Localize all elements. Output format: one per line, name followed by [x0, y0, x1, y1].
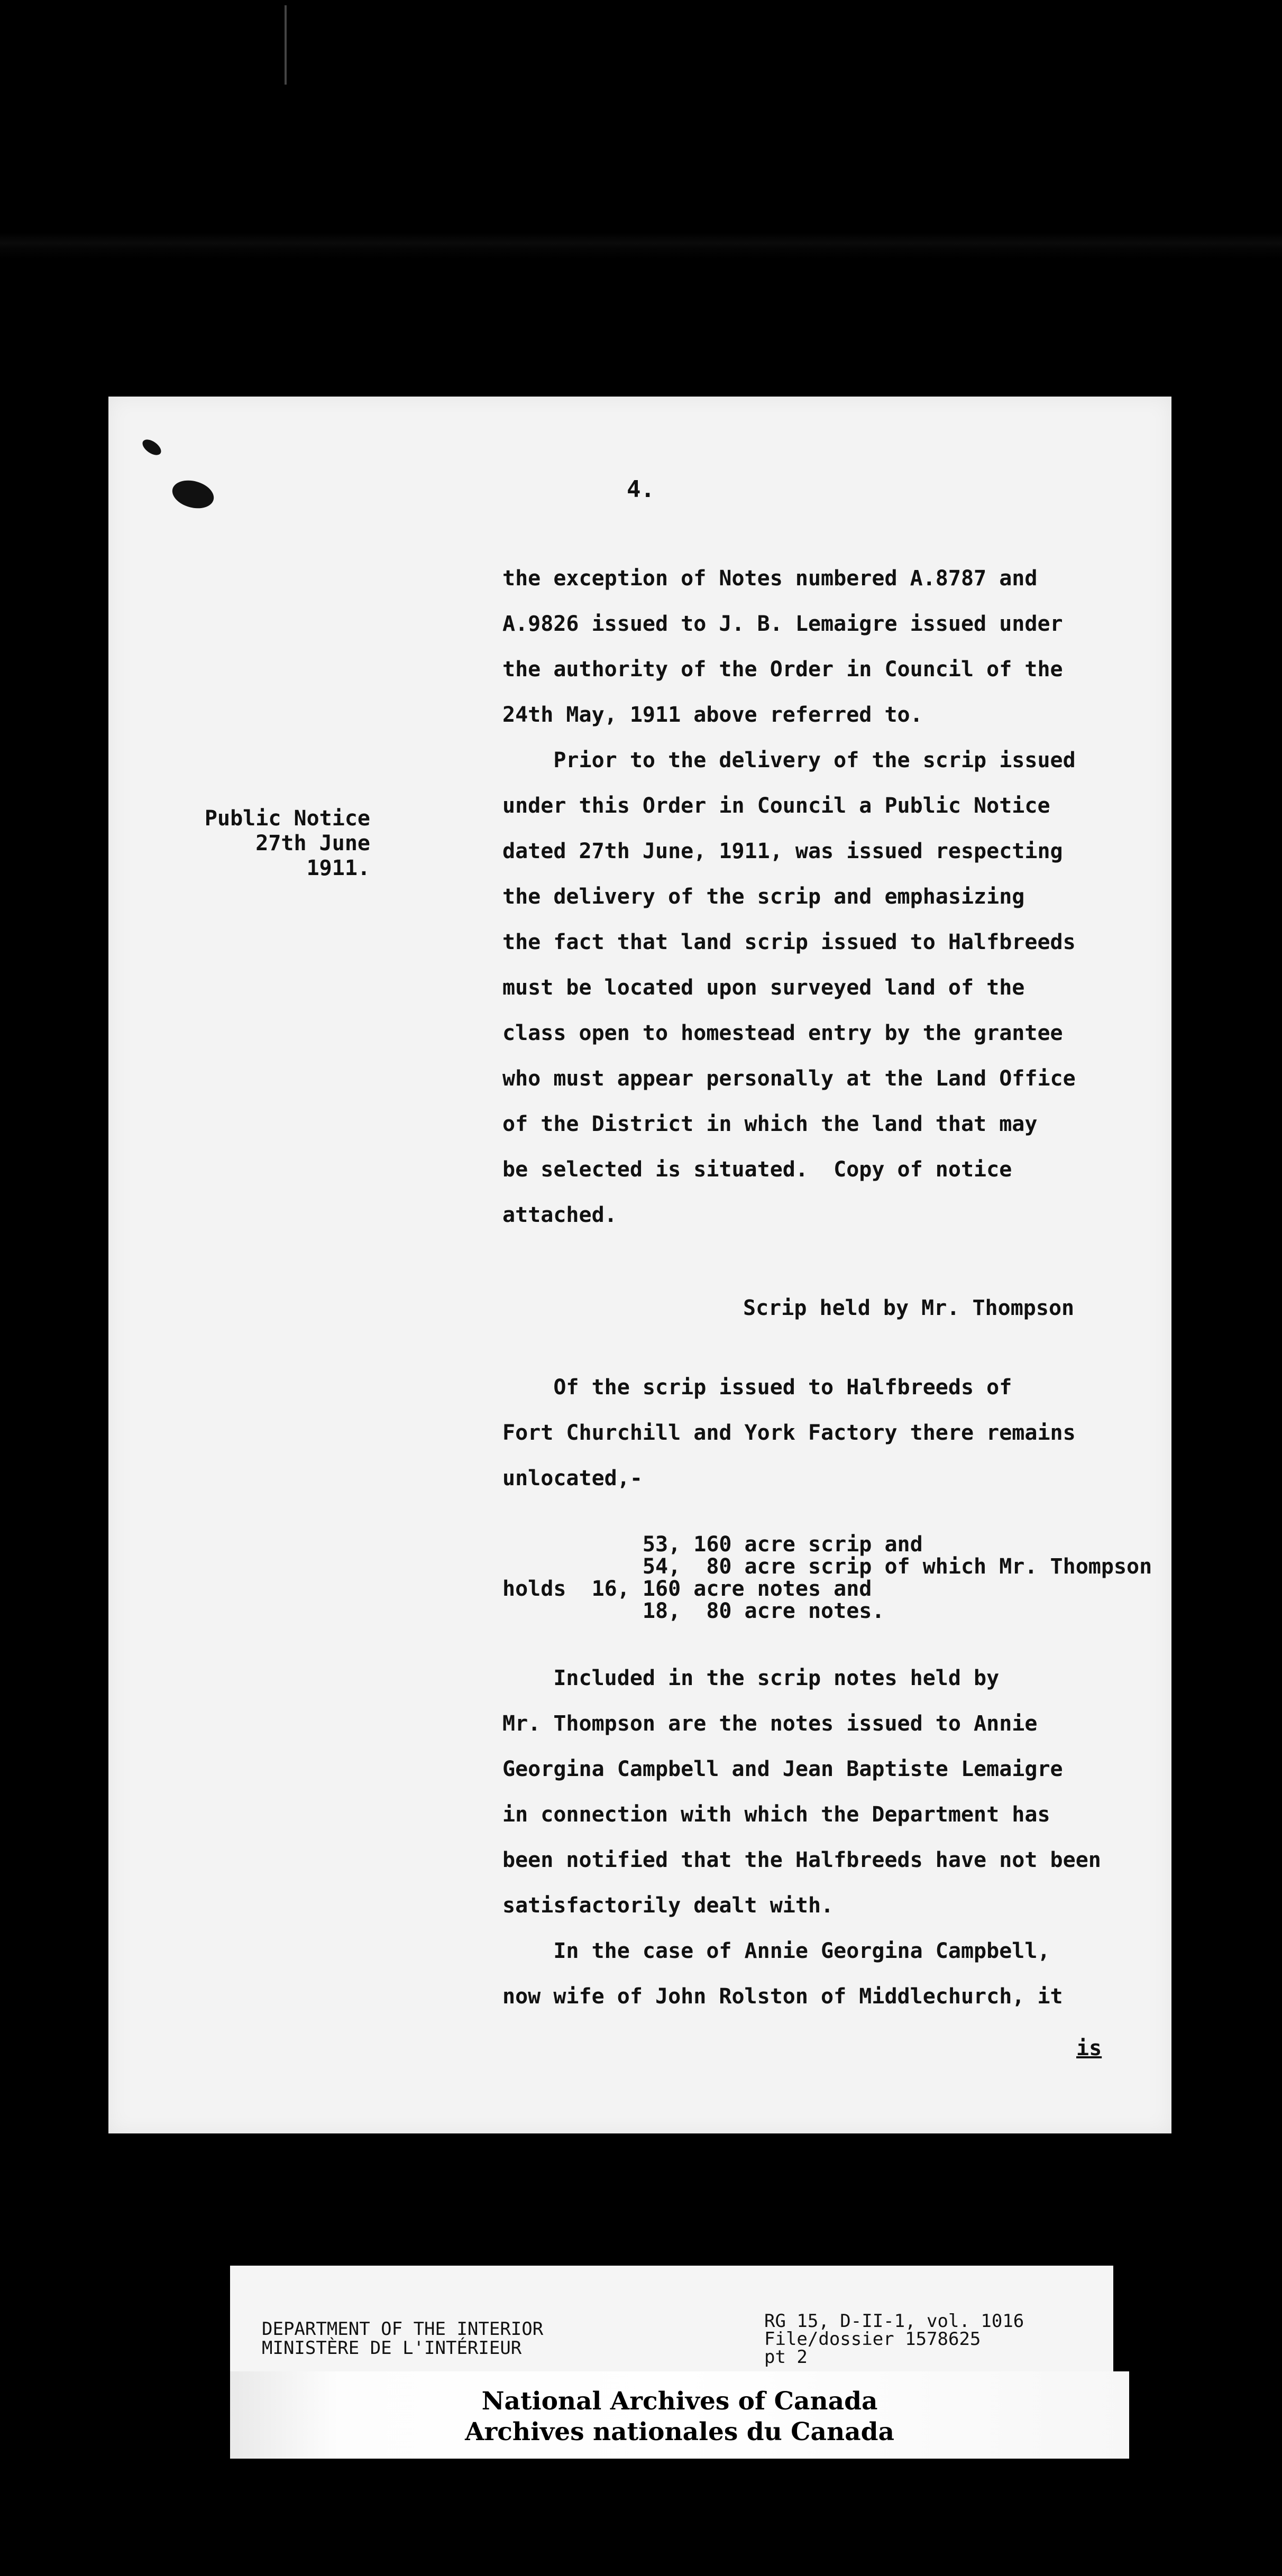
- text-line: satisfactorily dealt with.: [502, 1893, 834, 1918]
- list-item: 18, 80 acre notes.: [502, 1599, 885, 1623]
- text-line: class open to homestead entry by the grantee: [502, 1021, 1063, 1045]
- text-line: Of the scrip issued to Halfbreeds of: [502, 1375, 1012, 1400]
- archive-name-label: [230, 2371, 1129, 2459]
- ink-blot: [140, 437, 163, 458]
- section-heading: Scrip held by Mr. Thompson: [743, 1296, 1075, 1320]
- margin-note: [196, 806, 370, 881]
- text-line: 24th May, 1911 above referred to.: [502, 703, 923, 727]
- department-name: [262, 2320, 543, 2358]
- page-number: 4.: [627, 476, 655, 503]
- text-line: A.9826 issued to J. B. Lemaigre issued under: [502, 612, 1063, 636]
- text-line: the fact that land scrip issued to Halfbreeds: [502, 930, 1076, 954]
- text-line: Included in the scrip notes held by: [502, 1666, 1000, 1690]
- department-french: MINISTÈRE DE L'INTÉRIEUR: [262, 2338, 522, 2359]
- text-line: now wife of John Rolston of Middlechurch, it: [502, 1984, 1063, 2009]
- text-line: in connection with which the Department has: [502, 1802, 1050, 1827]
- list-item: 53, 160 acre scrip and: [502, 1532, 923, 1557]
- text-line: In the case of Annie Georgina Campbell,: [502, 1939, 1050, 1963]
- scrip-list: [502, 1533, 1152, 1622]
- text-line: Prior to the delivery of the scrip issued: [502, 748, 1076, 772]
- archive-reference-label: [230, 2266, 1113, 2371]
- document-page: [108, 397, 1171, 2133]
- list-item: 54, 80 acre scrip of which Mr. Thompson: [502, 1554, 1152, 1579]
- record-group: RG 15, D-II-1, vol. 1016: [764, 2311, 1024, 2332]
- text-line: of the District in which the land that may: [502, 1112, 1038, 1136]
- text-line: dated 27th June, 1911, was issued respecting: [502, 839, 1063, 863]
- text-line: the delivery of the scrip and emphasizing: [502, 885, 1025, 909]
- part-number: pt 2: [764, 2347, 808, 2368]
- margin-note-line: 1911.: [306, 856, 370, 880]
- department-english: DEPARTMENT OF THE INTERIOR: [262, 2319, 544, 2340]
- text-line: attached.: [502, 1203, 617, 1227]
- margin-note-line: Public Notice: [204, 806, 370, 831]
- list-item: holds 16, 160 acre notes and: [502, 1577, 872, 1601]
- margin-note-line: 27th June: [255, 831, 370, 855]
- text-line: Mr. Thompson are the notes issued to Annie: [502, 1712, 1038, 1736]
- text-line: who must appear personally at the Land Office: [502, 1066, 1076, 1091]
- text-line: be selected is situated. Copy of notice: [502, 1157, 1012, 1182]
- ink-blot: [169, 476, 217, 512]
- film-edge-mark: [285, 5, 287, 85]
- text-line: the exception of Notes numbered A.8787 and: [502, 566, 1038, 591]
- archive-name-french: Archives nationales du Canada: [465, 2417, 894, 2446]
- film-band: [0, 233, 1282, 259]
- text-line: the authority of the Order in Council of the: [502, 657, 1063, 682]
- file-number: File/dossier 1578625: [764, 2329, 981, 2350]
- catch-word: is: [1076, 2036, 1102, 2060]
- text-line: under this Order in Council a Public Notice: [502, 794, 1050, 818]
- text-line: Fort Churchill and York Factory there remains: [502, 1421, 1076, 1445]
- text-line: unlocated,-: [502, 1466, 643, 1491]
- text-line: Georgina Campbell and Jean Baptiste Lemaigre: [502, 1757, 1063, 1781]
- text-line: been notified that the Halfbreeds have not been: [502, 1848, 1101, 1872]
- file-reference: [764, 2312, 1024, 2366]
- archive-name: [230, 2386, 1129, 2448]
- archive-name-english: National Archives of Canada: [481, 2387, 878, 2416]
- text-line: must be located upon surveyed land of the: [502, 976, 1025, 1000]
